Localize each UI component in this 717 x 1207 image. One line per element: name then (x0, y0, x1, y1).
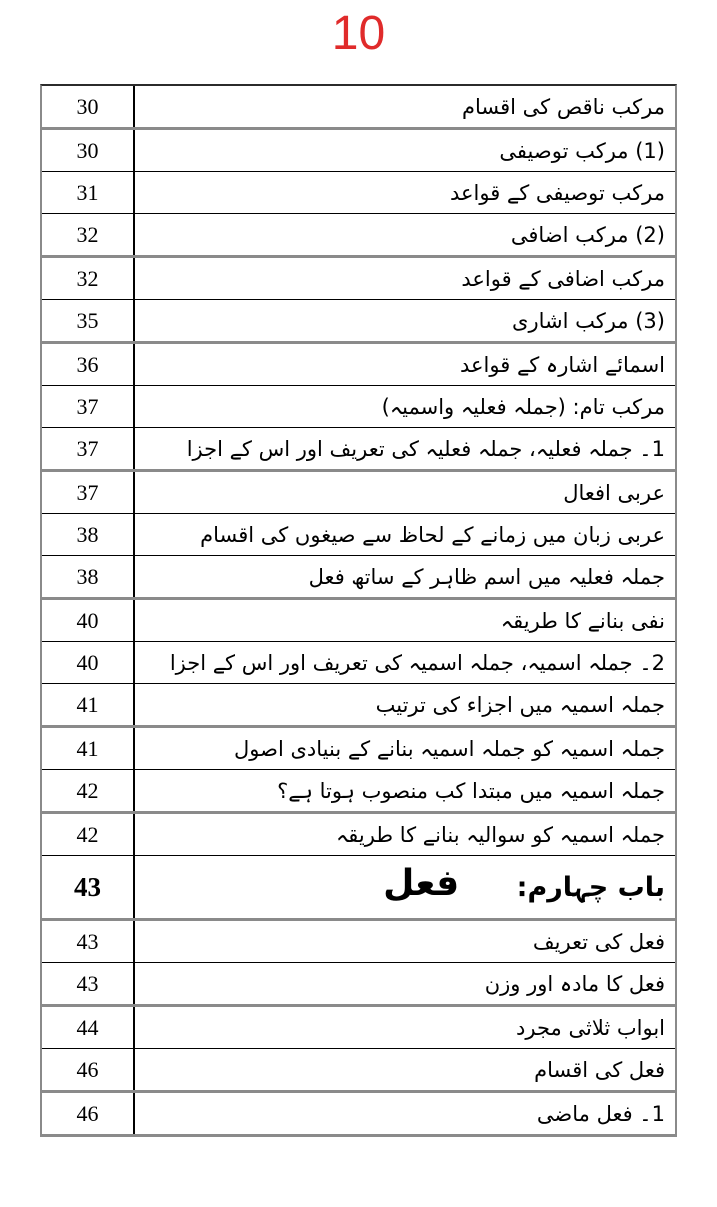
title-cell: مرکب اضافی کے قواعد (461, 266, 665, 291)
toc-row (42, 1090, 675, 1134)
title-cell: مرکب ناقص کی اقسام (462, 94, 665, 119)
toc-row (42, 299, 675, 341)
toc-row (42, 469, 675, 513)
title-cell (135, 856, 675, 918)
title-cell: جملہ اسمیہ میں اجزاء کی ترتیب (375, 692, 665, 717)
toc-row (42, 918, 675, 962)
title-cell: فعل کی تعریف (532, 929, 665, 954)
toc-row (42, 255, 675, 299)
page-number-cell: 46 (42, 1093, 135, 1134)
title-cell: نفی بنانے کا طریقہ (500, 608, 665, 633)
title-cell: ابواب ثلاثی مجرد (516, 1015, 665, 1040)
page-number-cell: 30 (42, 130, 135, 171)
title-cell: فعل کی اقسام (534, 1057, 665, 1082)
title-cell: 2۔ جملہ اسمیہ، جملہ اسمیہ کی تعریف اور اس کے اجزا (169, 650, 665, 675)
page-number-cell: 37 (42, 472, 135, 513)
title-cell: مرکب تام: (جملہ فعلیہ واسمیہ) (381, 394, 665, 419)
page-number-cell: 32 (42, 258, 135, 299)
toc-row (42, 641, 675, 683)
toc-row (42, 597, 675, 641)
page-number-cell: 43 (42, 963, 135, 1004)
page-number-header: 10 (331, 7, 386, 60)
title-cell: جملہ فعلیہ میں اسم ظاہر کے ساتھ فعل (308, 564, 665, 589)
chapter-label: باب چہارم: (516, 871, 665, 903)
page-number-cell: 30 (42, 86, 135, 127)
page-number-cell: 46 (42, 1049, 135, 1090)
toc-row (42, 341, 675, 385)
title-cell: عربی افعال (563, 480, 665, 505)
page-number-cell: 41 (42, 684, 135, 725)
page-number-cell: 37 (42, 386, 135, 427)
title-cell: (1) مرکب توصیفی (499, 138, 665, 163)
page-number-cell: 44 (42, 1007, 135, 1048)
toc-row (42, 1048, 675, 1090)
page-number-cell: 38 (42, 556, 135, 597)
toc-row (42, 962, 675, 1004)
title-cell: فعل کا مادہ اور وزن (484, 971, 665, 996)
toc-row (42, 513, 675, 555)
page-number-cell: 42 (42, 770, 135, 811)
chapter-title: فعل (383, 863, 460, 905)
toc-row (42, 86, 675, 127)
page-number-cell: 41 (42, 728, 135, 769)
title-cell: 1۔ جملہ فعلیہ، جملہ فعلیہ کی تعریف اور اس کے اجزا (186, 436, 665, 461)
title-cell: جملہ اسمیہ کو جملہ اسمیہ بنانے کے بنیادی اصول (234, 736, 665, 761)
page-number-cell: 32 (42, 214, 135, 255)
toc-row (42, 385, 675, 427)
page-number-cell: 43 (42, 856, 135, 918)
toc-chapter-row (42, 855, 675, 918)
page-number-cell: 40 (42, 642, 135, 683)
toc-row (42, 171, 675, 213)
page-number-cell: 40 (42, 600, 135, 641)
toc-row (42, 127, 675, 171)
page-number-cell: 36 (42, 344, 135, 385)
toc-row (42, 769, 675, 811)
toc-row (42, 811, 675, 855)
title-cell: جملہ اسمیہ میں مبتدا کب منصوب ہوتا ہے؟ (277, 778, 665, 803)
page-number-cell: 42 (42, 814, 135, 855)
page-number-cell: 35 (42, 300, 135, 341)
title-cell: جملہ اسمیہ کو سوالیہ بنانے کا طریقہ (335, 822, 665, 847)
page-number-cell: 43 (42, 921, 135, 962)
toc-row (42, 1004, 675, 1048)
title-cell: (2) مرکب اضافی (510, 222, 665, 247)
toc-row (42, 683, 675, 725)
title-cell: عربی زبان میں زمانے کے لحاظ سے صیغوں کی اقسام (200, 522, 665, 547)
title-cell: 1۔ فعل ماضی (536, 1101, 665, 1126)
title-cell: (3) مرکب اشاری (512, 308, 665, 333)
toc-row (42, 555, 675, 597)
toc-row (42, 213, 675, 255)
title-cell: مرکب توصیفی کے قواعد (449, 180, 665, 205)
toc-row (42, 427, 675, 469)
toc-row (42, 725, 675, 769)
page-number-cell: 38 (42, 514, 135, 555)
title-cell: اسمائے اشارہ کے قواعد (460, 352, 665, 377)
page-number-cell: 37 (42, 428, 135, 469)
toc-table (40, 84, 677, 1137)
page-number-cell: 31 (42, 172, 135, 213)
